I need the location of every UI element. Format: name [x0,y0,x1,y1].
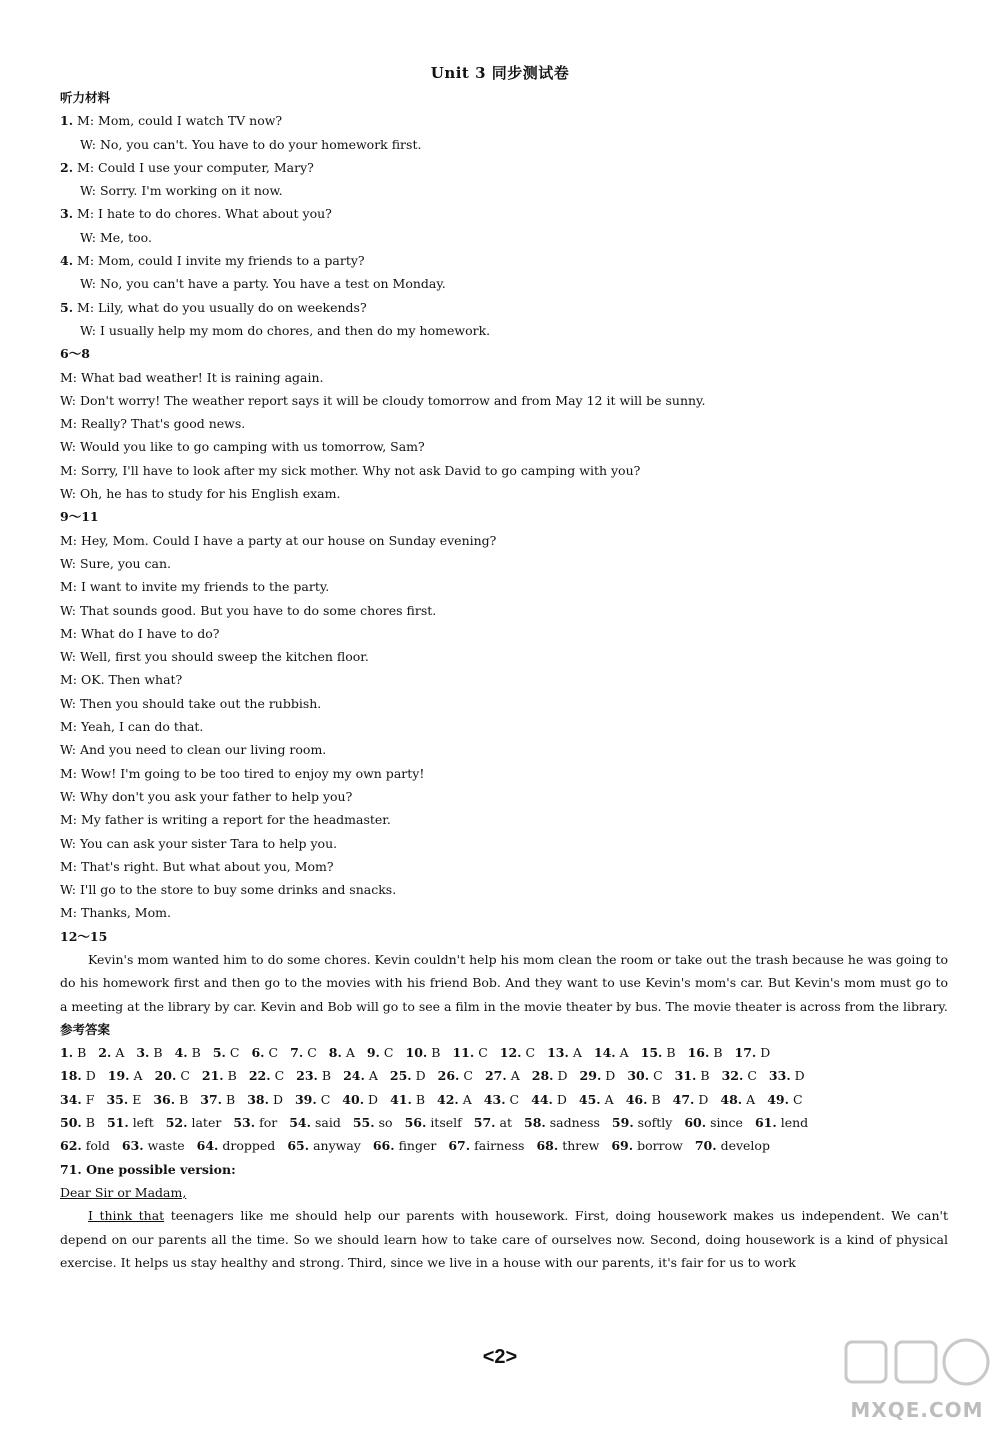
dialogue-line: M: Sorry, I'll have to look after my sick mother. Why not ask David to go camping with you? [60,462,641,478]
answer-number: 37. [200,1091,222,1107]
answer-value: develop [720,1138,770,1154]
dialogue-text: M: Could I use your computer, Mary? [77,159,314,175]
answer-number: 30. [627,1068,650,1084]
answer-number: 25. [389,1068,412,1084]
listening-part1 [60,109,948,342]
answer-number: 32. [721,1068,744,1084]
answer-number: 50. [60,1115,82,1131]
answer-number: 16. [687,1045,710,1061]
essay-lead: I think that [88,1208,165,1224]
answer-row [60,1088,948,1111]
answer-value: D [85,1068,96,1084]
answer-number: 28. [531,1068,554,1084]
answer-number: 1. [60,1045,74,1061]
answer-value: B [226,1091,236,1107]
answer-value: so [378,1115,393,1131]
answer-value: C [792,1091,803,1107]
answer-value: A [619,1045,629,1061]
dialogue-line: W: You can ask your sister Tara to help you. [60,835,338,851]
section-9-11-heading: 9～11 [60,509,99,525]
answer-number: 60. [684,1115,707,1131]
answer-number: 11. [452,1045,475,1061]
answer-number: 20. [154,1068,177,1084]
section-12-15-passage: Kevin's mom wanted him to do some chores. Kevin couldn't help his mom clean the room or take out the trash because he was going to do his homework first and then go to the movies with his friend Bob. And they want to use Kevin's mom's car. But Kevin's mom must go to a meeting at the library by car. Kevin and Bob will go to see a film in the movie theater by bus. The movie theater is across from the library. [60,951,948,1014]
answer-value: D [605,1068,616,1084]
answer-row [60,1041,948,1064]
dialogue-line [60,156,948,179]
answer-number: 34. [60,1091,82,1107]
answer-number: 40. [342,1091,365,1107]
answer-number: 26. [437,1068,460,1084]
question-number: 1. [60,113,74,129]
answer-value: A [115,1045,125,1061]
answer-value: B [415,1091,426,1107]
answer-value: C [274,1068,285,1084]
answer-value: B [321,1068,332,1084]
answer-number: 36. [153,1091,176,1107]
answer-value: B [431,1045,441,1061]
page-title: Unit 3 同步测试卷 [430,64,570,82]
dialogue-line: W: Sure, you can. [60,555,171,571]
answer-value: anyway [313,1138,361,1154]
answer-value: C [229,1045,240,1061]
section-6-8-dialogue [60,366,948,506]
dialogue-line: W: That sounds good. But you have to do some chores first. [60,602,437,618]
answer-number: 42. [437,1091,459,1107]
answer-value: D [272,1091,283,1107]
main-content [60,86,948,1274]
section-6-8-heading: 6～8 [60,346,90,362]
answer-number: 68. [536,1138,559,1154]
dialogue-line: W: Oh, he has to study for his English exam. [60,486,341,502]
answer-value: D [760,1045,771,1061]
answer-number: 12. [499,1045,522,1061]
answer-value: later [191,1115,222,1131]
answer-value: C [180,1068,190,1084]
answer-number: 59. [611,1115,634,1131]
answer-number: 31. [674,1068,697,1084]
answer-value: F [85,1091,95,1107]
answer-value: softly [637,1115,673,1131]
answer-value: D [556,1091,567,1107]
answer-value: E [132,1091,142,1107]
answer-value: threw [562,1138,600,1154]
answer-number: 6. [251,1045,265,1061]
dialogue-line [60,296,948,319]
answers-heading: 参考答案 [60,1021,111,1037]
answer-number: 4. [174,1045,188,1061]
dialogue-line: M: That's right. But what about you, Mom? [60,858,334,874]
answer-value: C [307,1045,317,1061]
dialogue-line: W: Sorry. I'm working on it now. [80,183,283,199]
answer-number: 47. [672,1091,695,1107]
answer-number: 41. [390,1091,412,1107]
answer-number: 65. [287,1138,310,1154]
answer-value: A [462,1091,472,1107]
answer-number: 23. [296,1068,318,1084]
answer-number: 24. [343,1068,365,1084]
answer-number: 22. [248,1068,271,1084]
answer-value: C [653,1068,663,1084]
answer-value: dropped [222,1138,276,1154]
dialogue-line: W: Then you should take out the rubbish. [60,695,322,711]
answer-number: 15. [640,1045,663,1061]
answer-number: 29. [579,1068,602,1084]
dialogue-line [60,202,948,225]
answer-value: B [77,1045,87,1061]
answer-value: C [320,1091,331,1107]
answer-number: 54. [289,1115,311,1131]
answer-number: 9. [366,1045,380,1061]
question-number: 5. [60,299,74,315]
question-number: 2. [60,159,74,175]
answer-number: 58. [524,1115,546,1131]
answer-number: 52. [165,1115,188,1131]
answer-value: itself [430,1115,462,1131]
dialogue-line: W: Me, too. [80,229,152,245]
watermark-logo [842,1334,992,1424]
answer-number: 66. [372,1138,395,1154]
answer-value: waste [147,1138,185,1154]
answer-number: 2. [98,1045,112,1061]
dialogue-text: M: Lily, what do you usually do on weekends? [77,299,367,315]
dialogue-text: M: Mom, could I invite my friends to a party? [77,253,365,269]
answer-number: 19. [107,1068,130,1084]
answer-number: 63. [121,1138,144,1154]
answer-value: D [794,1068,805,1084]
answer-value: D [415,1068,426,1084]
letter-salutation: Dear Sir or Madam, [60,1184,187,1200]
answer-value: D [368,1091,379,1107]
answer-value: sadness [549,1115,600,1131]
answer-value: fold [85,1138,110,1154]
answer-value: A [133,1068,143,1084]
watermark-logo-icon [842,1334,992,1398]
answer-value: A [746,1091,756,1107]
page-number: <2> [482,1346,518,1368]
answer-value: B [179,1091,189,1107]
answer-value: C [268,1045,279,1061]
answer-value: B [713,1045,723,1061]
answer-number: 39. [294,1091,317,1107]
dialogue-line: W: And you need to clean our living room. [60,742,327,758]
dialogue-line [60,109,948,132]
answer-value: B [153,1045,163,1061]
answer-number: 10. [405,1045,428,1061]
dialogue-line: W: Well, first you should sweep the kitchen floor. [60,649,369,665]
answer-number: 48. [720,1091,743,1107]
answer-number: 33. [768,1068,791,1084]
answer-number: 27. [484,1068,507,1084]
answer-number: 56. [404,1115,427,1131]
answer-number: 38. [247,1091,269,1107]
answer-number: 51. [106,1115,129,1131]
answer-number: 55. [352,1115,375,1131]
answer-number: 46. [625,1091,648,1107]
listening-heading: 听力材料 [60,90,111,105]
answer-value: since [710,1115,743,1131]
answer-value: for [259,1115,278,1131]
answer-number: 18. [60,1068,82,1084]
answer-number: 3. [136,1045,150,1061]
answer-number: 53. [233,1115,256,1131]
answer-number: 64. [196,1138,219,1154]
answer-value: at [499,1115,513,1131]
answer-number: 13. [547,1045,569,1061]
dialogue-line: M: My father is writing a report for the headmaster. [60,812,391,828]
dialogue-line: M: Wow! I'm going to be too tired to enjoy my own party! [60,765,425,781]
answer-number: 67. [448,1138,471,1154]
answer-number: 57. [473,1115,496,1131]
dialogue-line: M: I want to invite my friends to the party. [60,579,330,595]
answer-value: fairness [474,1138,525,1154]
answer-value: B [85,1115,95,1131]
answer-row [60,1134,948,1157]
dialogue-line: M: Thanks, Mom. [60,905,171,921]
answer-value: finger [398,1138,437,1154]
answer-row [60,1111,948,1134]
answer-value: borrow [637,1138,683,1154]
dialogue-line: M: What bad weather! It is raining again. [60,369,324,385]
dialogue-line: W: No, you can't. You have to do your homework first. [80,136,422,152]
essay-body: teenagers like me should help our parents with housework. First, doing housework makes us independent. We can't depend on our parents all the time. So we should learn how to take care of ourselves now. Second, doing housework is a kind of physical exercise. It helps us stay healthy and strong. Third, since we live in a house with our parents, it's fair for us to work [60,1208,948,1270]
answer-number: 5. [212,1045,226,1061]
section-12-15-heading: 12～15 [60,928,108,944]
dialogue-line: M: What do I have to do? [60,625,220,641]
watermark-text: MXQE.COM [850,1398,984,1422]
answer-number: 21. [201,1068,224,1084]
answer-value: left [132,1115,154,1131]
answer-number: 69. [611,1138,634,1154]
answer-row [60,1064,948,1087]
answer-value: D [698,1091,709,1107]
dialogue-line: W: Why don't you ask your father to help you? [60,788,353,804]
answer-number: 44. [531,1091,553,1107]
dialogue-line: M: Yeah, I can do that. [60,719,204,735]
answer-value: A [572,1045,582,1061]
dialogue-line: M: OK. Then what? [60,672,183,688]
answer-value: A [368,1068,378,1084]
answer-number: 7. [290,1045,304,1061]
dialogue-line: W: Would you like to go camping with us tomorrow, Sam? [60,439,425,455]
dialogue-text: M: I hate to do chores. What about you? [77,206,332,222]
answer-value: A [510,1068,520,1084]
dialogue-line: W: No, you can't have a party. You have a test on Monday. [80,276,446,292]
answer-value: C [478,1045,488,1061]
answer-value: C [747,1068,757,1084]
answer-value: A [345,1045,355,1061]
answer-value: C [509,1091,520,1107]
question-71-label: 71. One possible version: [60,1161,236,1177]
answer-number: 8. [328,1045,342,1061]
answer-value: C [383,1045,394,1061]
answer-number: 61. [754,1115,777,1131]
dialogue-line: M: Really? That's good news. [60,416,246,432]
answer-value: said [314,1115,341,1131]
answer-value: B [700,1068,710,1084]
answer-value: lend [780,1115,809,1131]
dialogue-line: W: I usually help my mom do chores, and then do my homework. [80,322,491,338]
answer-value: D [557,1068,568,1084]
question-number: 3. [60,206,74,222]
section-9-11-dialogue [60,529,948,925]
dialogue-text: M: Mom, could I watch TV now? [77,113,283,129]
answer-value: C [525,1045,536,1061]
dialogue-line [60,249,948,272]
dialogue-line: M: Hey, Mom. Could I have a party at our house on Sunday evening? [60,532,497,548]
answer-value: B [227,1068,237,1084]
answer-value: B [651,1091,661,1107]
question-number: 4. [60,253,74,269]
answer-value: B [666,1045,676,1061]
answer-number: 14. [593,1045,616,1061]
dialogue-line: W: Don't worry! The weather report says it will be cloudy tomorrow and from May 12 it will be sunny. [60,392,706,408]
answer-value: A [604,1091,614,1107]
sample-essay [60,1204,948,1274]
answer-number: 70. [694,1138,717,1154]
answer-value: C [463,1068,473,1084]
answer-number: 49. [767,1091,789,1107]
answer-number: 35. [106,1091,129,1107]
answer-number: 45. [578,1091,601,1107]
answer-number: 43. [483,1091,506,1107]
answer-key [60,1041,948,1157]
dialogue-line: W: I'll go to the store to buy some drinks and snacks. [60,882,397,898]
answer-value: B [191,1045,201,1061]
answer-number: 62. [60,1138,82,1154]
answer-number: 17. [734,1045,757,1061]
